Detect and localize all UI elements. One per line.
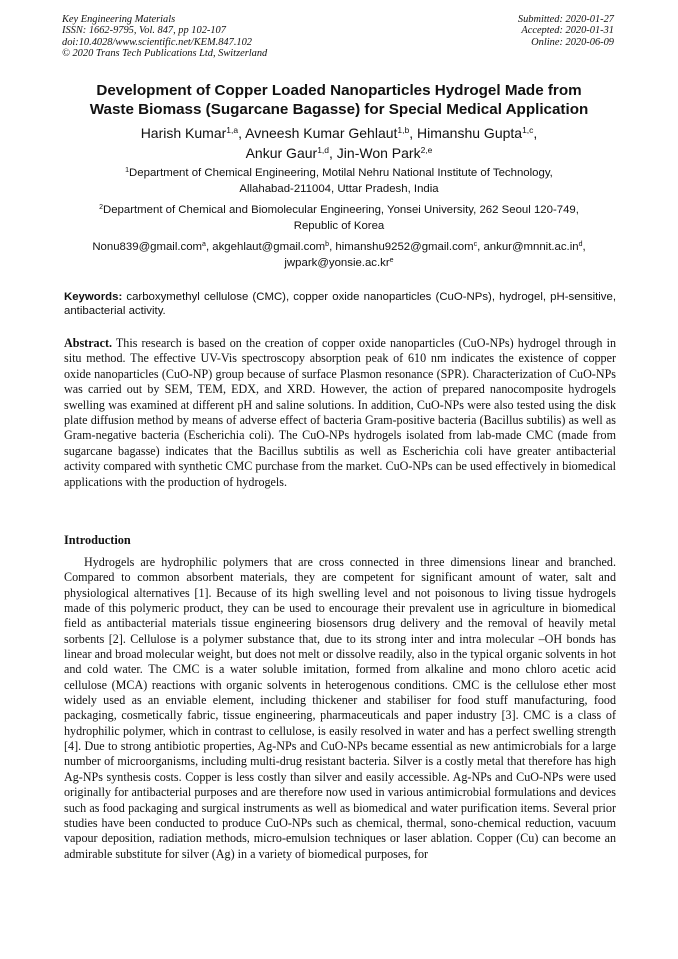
online-date: Online: 2020-06-09 xyxy=(531,36,614,48)
email-address: Nonu839@gmail.com xyxy=(92,241,203,253)
author-separator: , xyxy=(409,125,418,141)
keywords-label: Keywords: xyxy=(64,291,123,303)
title-line-2: Waste Biomass (Sugarcane Bagasse) for Special Medical Application xyxy=(89,101,589,118)
email-mark: b xyxy=(325,241,330,248)
author-affiliation-mark: 1,c xyxy=(522,125,534,135)
authors-line-1 xyxy=(40,123,638,143)
author-separator: , xyxy=(329,145,337,161)
author-name: Jin-Won Park xyxy=(336,145,421,161)
abstract xyxy=(64,336,616,490)
email-mark: c xyxy=(473,241,478,248)
author-affiliation-mark: 2,e xyxy=(420,145,433,155)
journal-copyright: © 2020 Trans Tech Publications Ltd, Switzerland xyxy=(62,48,268,60)
abstract-text: This research is based on the creation of copper oxide nanoparticles (CuO-NPs) hydrogel through in situ method. The effective UV-Vis spectroscopy absorption peak of 610 nm indicates the existence of copper oxide nanoparticles (CuO-NP) group because of surface Plasmon resonance (SPR). Characterization of CuO-NPs was carried out by SEM, TEM, EDX, and XRD. However, the action of prepared nanocomposite hydrogels swelling was examined at different pH and saline solutions. In addition, CuO-NPs were also tested using the disk plate diffusion method by means of adverse effect of bacteria Gram-positive bacteria (Bacillus subtilis) as well as Gram-negative bacteria (Escherichia coli). The CuO-NPs hydrogels isolated from lab-made CMC (made from sugarcane bagasse) indicates that the Bacillus subtilis as well as Escherichia coli have greater antibacterial activity compared with synthetic CMC purchase from the market. CuO-NPs can be used effectively in biomedical applications with the production of hydrogels. xyxy=(64,336,616,489)
author-affiliation-mark: 1,a xyxy=(226,125,239,135)
author-name: Harish Kumar xyxy=(140,125,227,141)
affiliation-1-line-2: Allahabad-211004, Uttar Pradesh, India xyxy=(239,183,439,195)
author-name: Avneesh Kumar Gehlaut xyxy=(245,125,398,141)
email-separator: , xyxy=(329,241,336,253)
submitted-date: Submitted: 2020-01-27 xyxy=(517,14,614,25)
emails-line-2 xyxy=(50,255,628,271)
author-list xyxy=(40,123,638,163)
author-separator: , xyxy=(533,125,538,141)
author-affiliation-mark: 1,b xyxy=(397,125,410,135)
keywords xyxy=(64,290,616,318)
author-name: Ankur Gaur xyxy=(245,145,318,161)
emails-line-1 xyxy=(50,239,628,255)
email-mark: e xyxy=(389,257,394,264)
email-separator: , xyxy=(582,241,586,253)
dates-header xyxy=(518,14,614,48)
authors-line-2 xyxy=(40,143,638,163)
email-mark: d xyxy=(578,241,583,248)
affiliation-2 xyxy=(50,202,628,234)
email-list xyxy=(50,239,628,271)
email-mark: a xyxy=(202,241,206,248)
abstract-label: Abstract. xyxy=(64,336,113,350)
journal-name: Key Engineering Materials xyxy=(62,14,176,25)
journal-doi: doi:10.4028/www.scientific.net/KEM.847.102 xyxy=(62,36,252,48)
author-affiliation-mark: 1,d xyxy=(317,145,330,155)
email-address: ankur@mnnit.ac.in xyxy=(483,241,579,253)
affiliation-2-line-1 xyxy=(50,202,628,218)
introduction-paragraph: Hydrogels are hydrophilic polymers that are cross connected in three dimensions linear and branched. Compared to common absorbent materials, they are competent for significant amount of water, salt and physiological alternatives [1]. Because of its high swelling level and not poisonous to living tissue hydrogels made of this polymeric product, they can be used to encourage their prevalent use in agriculture in biomedical field as antibacterial materials tissue engineering biosensors drug delivery and the removal of heavily metal sorbents [2]. Cellulose is a polymer substance that, due to its strong inter and intra molecular –OH bonds has linear and broad molecular weight, but does not melt or dissolve readily, also in the typical organic solvents in hot and cold water. The CMC is a water soluble imitation, formed from alkaline and mono chloro acetic acid cellulose (MCA) reactions with organic solvents in heterogenous conditions. CMC is the cellulose ether most widely used as an enviable element, including thickener and stabiliser for food stuff manufacturing, food packaging, cosmetically fabric, tissue engineering, pharmaceuticals and paper industry [3]. CMC is a class of hydrophilic polymer, which in contrast to cellulose, is easily resolved in water and has a perfect swelling strength [4]. Due to strong antibiotic properties, Ag-NPs and CuO-NPs became essential as new antimicrobials for a large number of microorganisms, including multi-drug resistant bacteria. Silver is a costly metal that therefore has high Ag-NPs synthesis costs. Copper is less costly than silver and easily accessible. Ag-NPs and CuO-NPs were used originally for antibacterial purposes and are therefore now used in various antimicrobial formulations and devices such as food packaging and surgical instruments as well as biomedical and water purification items. Several prior studies have been conducted to produce CuO-NPs such as chemical, thermal, sono-chemical reduction, vacuum vapour deposition, radiation methods, micro-emulsion techniques or laser ablation. Copper (Cu) can become an admirable substitute for silver (Ag) in a variety of biomedical purposes, for xyxy=(64,555,616,861)
affiliation-text: Department of Chemical Engineering, Motilal Nehru National Institute of Technology, xyxy=(129,167,553,179)
email-address: himanshu9252@gmail.com xyxy=(335,241,474,253)
journal-issn: ISSN: 1662-9795, Vol. 847, pp 102-107 xyxy=(62,25,226,37)
email-separator: , xyxy=(205,241,213,253)
introduction-heading: Introduction xyxy=(64,533,131,547)
title-line-1: Development of Copper Loaded Nanoparticles Hydrogel Made from xyxy=(96,82,582,99)
affiliation-1 xyxy=(50,165,628,197)
affiliation-2-line-2: Republic of Korea xyxy=(293,220,385,232)
email-address: akgehlaut@gmail.com xyxy=(212,241,326,253)
keywords-text: carboxymethyl cellulose (CMC), copper oxide nanoparticles (CuO-NPs), hydrogel, pH-sensitive, antibacterial activity. xyxy=(64,291,616,317)
author-name: Himanshu Gupta xyxy=(417,125,523,141)
affiliation-1-line-1 xyxy=(50,165,628,181)
accepted-date: Accepted: 2020-01-31 xyxy=(521,25,614,37)
affiliation-text: Department of Chemical and Biomolecular Engineering, Yonsei University, 262 Seoul 120-749, xyxy=(102,204,579,216)
email-separator: , xyxy=(477,241,484,253)
affiliation-number: 2 xyxy=(99,204,103,211)
email-address: jwpark@yonsie.ac.kr xyxy=(284,257,390,269)
affiliation-number: 1 xyxy=(125,167,130,174)
author-separator: , xyxy=(238,125,246,141)
journal-header xyxy=(62,14,267,60)
paper-title xyxy=(40,81,638,119)
